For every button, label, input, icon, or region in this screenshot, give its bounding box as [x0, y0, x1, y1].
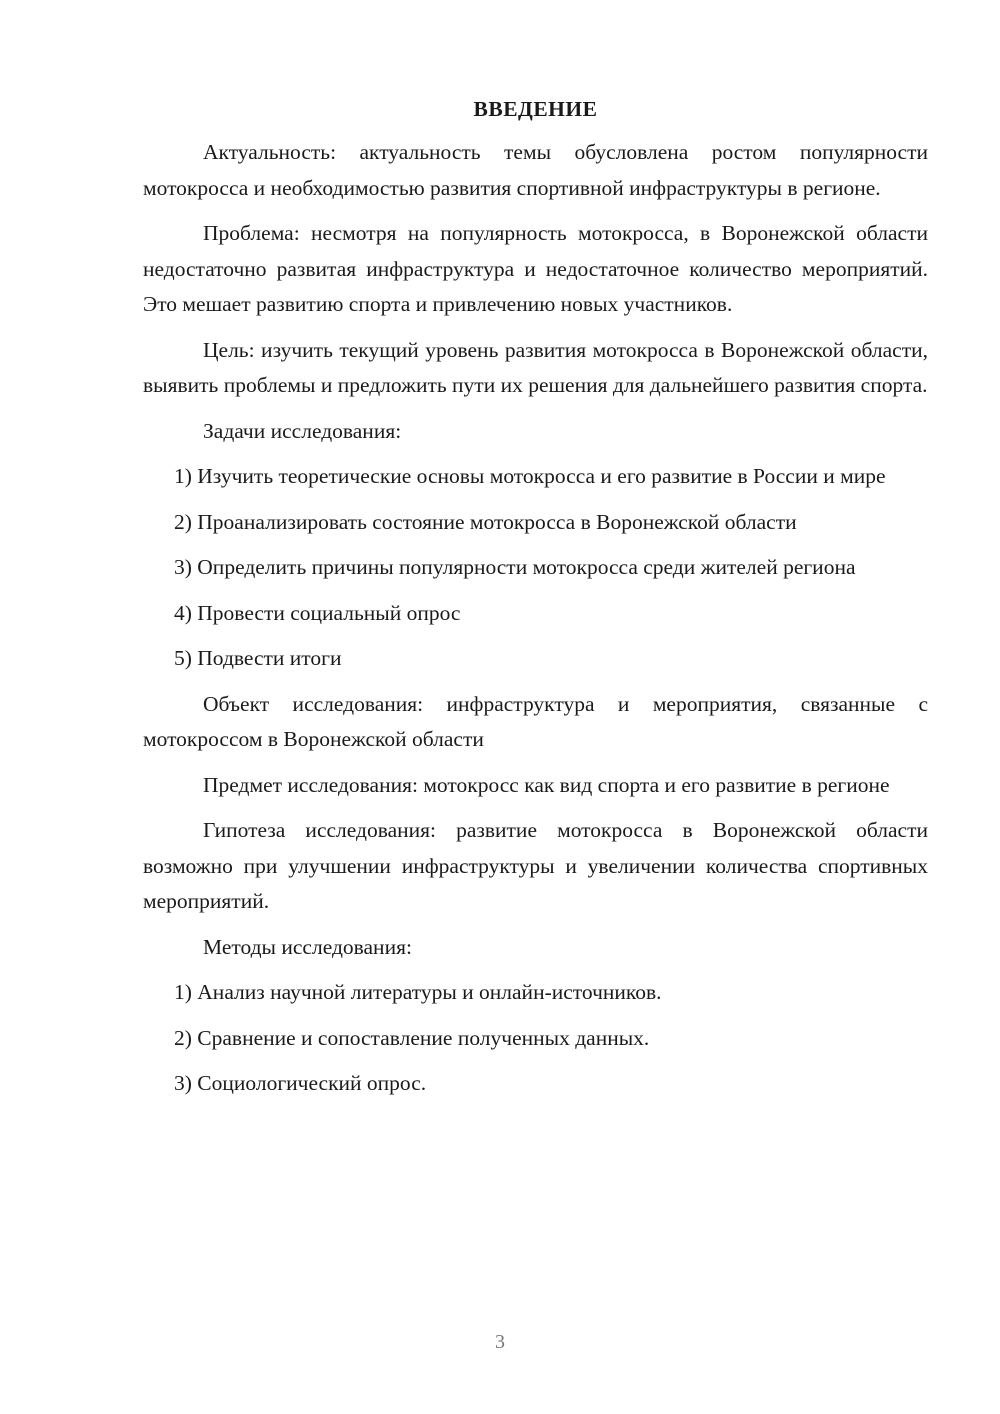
document-page — [143, 92, 928, 1112]
subject-paragraph: Предмет исследования: мотокросс как вид спорта и его развитие в регионе — [203, 772, 890, 797]
method-item-2: 2) Сравнение и сопоставление полученных данных. — [174, 1025, 650, 1050]
methods-heading: Методы исследования: — [203, 934, 412, 959]
page-number: 3 — [495, 1331, 505, 1353]
relevance-paragraph: Актуальность: актуальность темы обусловлена ростом популярности мотокросса и необходимостью развития спортивной инфраструктуры в регионе. — [143, 140, 928, 200]
problem-paragraph: Проблема: несмотря на популярность мотокросса, в Воронежской области недостаточно развитая инфраструктура и недостаточное количество мероприятий. Это мешает развитию спорта и привлечению новых участников. — [143, 221, 928, 316]
hypothesis-paragraph: Гипотеза исследования: развитие мотокросса в Воронежской области возможно при улучшении инфраструктуры и увеличении количества спортивных мероприятий. — [143, 818, 928, 913]
task-item-3: 3) Определить причины популярности мотокросса среди жителей региона — [174, 555, 856, 579]
object-paragraph: Объект исследования: инфраструктура и мероприятия, связанные с мотокроссом в Воронежской области — [143, 691, 928, 751]
section-title: ВВЕДЕНИЕ — [473, 97, 598, 121]
task-item-1: 1) Изучить теоретические основы мотокросса и его развитие в России и мире — [174, 464, 886, 488]
goal-paragraph: Цель: изучить текущий уровень развития мотокросса в Воронежской области, выявить проблемы и предложить пути их решения для дальнейшего развития спорта. — [143, 337, 928, 397]
method-item-1: 1) Анализ научной литературы и онлайн-источников. — [174, 980, 662, 1004]
method-item-3: 3) Социологический опрос. — [174, 1071, 427, 1095]
task-item-2: 2) Проанализировать состояние мотокросса в Воронежской области — [174, 509, 797, 534]
tasks-heading: Задачи исследования: — [203, 418, 402, 443]
task-item-4: 4) Провести социальный опрос — [174, 600, 461, 625]
task-item-5: 5) Подвести итоги — [174, 646, 342, 670]
